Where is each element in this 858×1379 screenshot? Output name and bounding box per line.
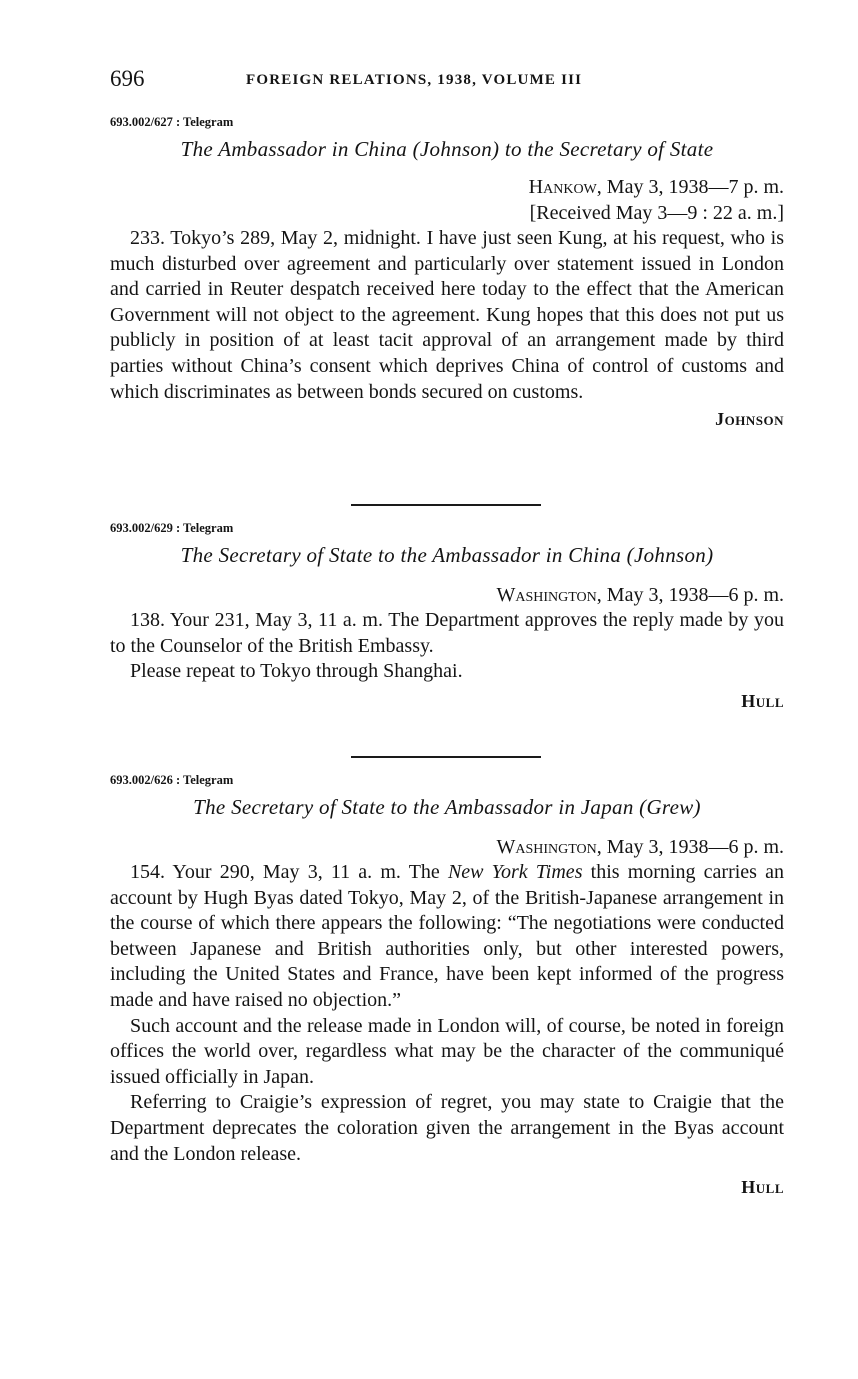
dateline-place: Hankow xyxy=(528,176,597,198)
document-title: The Secretary of State to the Ambassador in Japan (Grew) xyxy=(193,795,701,819)
dateline-place: Washington xyxy=(496,836,597,858)
signature: Hull xyxy=(741,690,784,711)
paragraph-text: 154. Your 290, May 3, 11 a. m. The xyxy=(130,861,448,883)
document-title: The Secretary of State to the Ambassador in China (Johnson) xyxy=(180,543,714,567)
page-header xyxy=(110,66,784,96)
dateline-date: , May 3, 1938—7 p. m. xyxy=(596,176,784,198)
section-divider xyxy=(351,756,541,758)
paragraph-text: this morning carries an account by Hugh Byas dated Tokyo, May 2, of the British-Japanese arrangement in the course of which there appears the following: “The negotiations were conducted between Japanese and British authorities only, but other interested powers, including the United States and France, have been kept informed of the progress made and have raised no objection.” xyxy=(110,861,784,1011)
page-number: 696 xyxy=(110,66,145,91)
paragraph: 138. Your 231, May 3, 11 a. m. The Department approves the reply made by you to the Counselor of the British Embassy. xyxy=(110,609,784,657)
dateline-date: , May 3, 1938—6 p. m. xyxy=(596,584,784,606)
newspaper-title: New York Times xyxy=(447,861,583,883)
dateline xyxy=(110,834,784,860)
file-number: 693.002/629 : Telegram xyxy=(110,521,234,535)
dateline xyxy=(110,174,784,200)
file-number: 693.002/627 : Telegram xyxy=(110,115,234,129)
running-head: FOREIGN RELATIONS, 1938, VOLUME III xyxy=(246,72,583,88)
telegram-629 xyxy=(110,520,784,713)
paragraph xyxy=(110,860,784,1014)
document-title: The Ambassador in China (Johnson) to the Secretary of State xyxy=(180,137,714,161)
signature: Hull xyxy=(741,1177,784,1198)
telegram-627 xyxy=(110,114,784,431)
paragraph: Referring to Craigie’s expression of regret, you may state to Craigie that the Department deprecates the coloration given the arrangement in the Byas account and the London release. xyxy=(110,1091,784,1165)
signature: Johnson xyxy=(715,409,784,430)
dateline xyxy=(110,582,784,608)
telegram-626 xyxy=(110,772,784,1199)
paragraph: Please repeat to Tokyo through Shanghai. xyxy=(130,660,463,683)
received-line: [Received May 3—9 : 22 a. m.] xyxy=(529,202,784,224)
dateline-place: Washington xyxy=(496,584,597,606)
section-divider xyxy=(351,504,541,506)
file-number: 693.002/626 : Telegram xyxy=(110,773,234,787)
dateline-date: , May 3, 1938—6 p. m. xyxy=(596,836,784,858)
paragraph: 233. Tokyo’s 289, May 2, midnight. I have just seen Kung, at his request, who is much disturbed over agreement and particularly over statement issued in London and carried in Reuter despatch received here today to the effect that the American Government will not object to the agreement. Kung hopes that this does not put us publicly in position of at least tacit approval of an arrangement made by third parties without China’s consent which deprives China of control of customs and which discriminates as between bonds secured on customs. xyxy=(110,227,784,403)
paragraph: Such account and the release made in London will, of course, be noted in foreign offices the world over, regardless what may be the character of the communiqué issued officially in Japan. xyxy=(110,1014,784,1088)
